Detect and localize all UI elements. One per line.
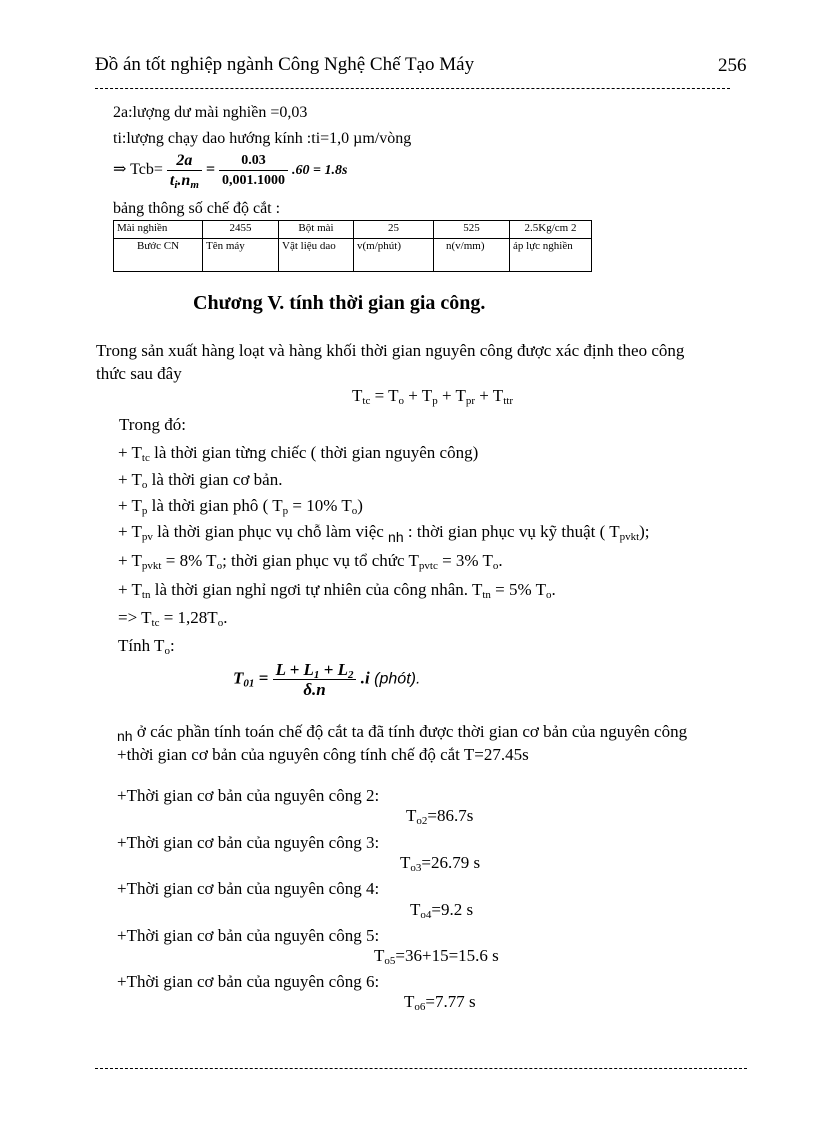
definition-item	[118, 443, 478, 463]
op-t: T	[410, 900, 421, 919]
fraction-1-denominator	[167, 171, 202, 190]
op-t: T	[400, 853, 411, 872]
table-caption: bảng thông số chế độ cắt :	[113, 200, 281, 217]
op-val: =9.2 s	[431, 900, 474, 919]
calc-nh: nh	[117, 728, 133, 744]
table-cell: Vật liệu dao	[279, 239, 354, 272]
op-value	[406, 806, 473, 826]
intro-line-2: ti:lượng chạy dao hướng kính :ti=1,0 µm/vòng	[113, 130, 412, 147]
i3-sub2: p	[282, 505, 289, 517]
f-c: + T	[404, 386, 433, 405]
table-cell: áp lực nghiền	[510, 239, 592, 272]
table-row	[114, 239, 592, 272]
calc-line-2: +thời gian cơ bản của nguyên công tính chế độ cắt T=27.45s	[117, 745, 529, 764]
i3-sub3: o	[351, 505, 358, 517]
i4-post: : thời gian phục vụ kỹ thuật ( T	[403, 522, 620, 541]
op-sub: o6	[414, 1001, 426, 1013]
i6-sub2: tn	[482, 589, 491, 601]
op-sub: o2	[416, 815, 428, 827]
table-cell: n(v/mm)	[434, 239, 510, 272]
op-sub: o5	[384, 955, 396, 967]
i5-pre: + T	[118, 551, 142, 570]
i4-nh: nh	[388, 529, 404, 545]
table-cell: 2.5Kg/cm 2	[510, 221, 592, 239]
i6-pre: + T	[118, 580, 142, 599]
i1-sub: tc	[141, 452, 150, 464]
definition-item	[118, 522, 650, 545]
op-val: =36+15=15.6 s	[395, 946, 499, 965]
i5-sub4: o	[492, 560, 499, 572]
tcb-lhs: Tcb=	[130, 161, 163, 179]
op-value	[410, 900, 473, 920]
table-cell: Mài nghiền	[114, 221, 203, 239]
chapter-title: Chương V. tính thời gian gia công.	[193, 292, 486, 314]
calc-line-1	[117, 722, 687, 742]
to-num-sub1: 1	[313, 669, 320, 681]
i5-post: = 3% T	[437, 551, 493, 570]
i4-end: );	[639, 522, 650, 541]
i7-sub2: o	[217, 617, 224, 629]
definition-item	[118, 551, 503, 571]
i8-sub: o	[164, 645, 170, 657]
i6-mid: là thời gian nghỉ ngơi tự nhiên của công nhân. T	[150, 580, 483, 599]
i3-sub: p	[141, 505, 148, 517]
op-label: +Thời gian cơ bản của nguyên công 4:	[117, 879, 380, 898]
i7-post: = 1,28T	[159, 608, 218, 627]
to-unit: (phót).	[369, 670, 421, 688]
table-cell: Tên máy	[203, 239, 279, 272]
i5-sub: pvkt	[141, 560, 162, 572]
to-num-mid: + L	[319, 660, 348, 679]
i4-pre: + T	[118, 522, 142, 541]
definition-item	[118, 496, 363, 516]
to-denominator: δ.n	[303, 680, 326, 699]
i2-post: là thời gian cơ bản.	[147, 470, 283, 489]
f-d-sub: pr	[465, 395, 476, 407]
to-tail: .i	[360, 668, 370, 688]
f-a: T	[352, 386, 363, 405]
to-num-sub2: 2	[347, 669, 354, 681]
calc-l1-text: ở các phần tính toán chế độ cắt ta đã tính được thời gian cơ bản của nguyên công	[132, 722, 688, 741]
fraction-2	[219, 151, 288, 190]
op-label: +Thời gian cơ bản của nguyên công 5:	[117, 926, 380, 945]
definition-item	[118, 580, 556, 600]
table-cell: v(m/phút)	[354, 239, 434, 272]
page-number: 256	[718, 55, 747, 76]
op-val: =7.77 s	[425, 992, 476, 1011]
where-label: Trong đó:	[119, 415, 186, 434]
f-b-sub: o	[398, 395, 405, 407]
i3-mid: là thời gian phô ( T	[147, 496, 283, 515]
op-t: T	[406, 806, 417, 825]
to-fraction	[273, 660, 357, 699]
op-t: T	[374, 946, 385, 965]
i4-sub2: pvkt	[619, 531, 640, 543]
i6-end: .	[551, 580, 556, 599]
i8-end: :	[169, 636, 175, 655]
to-formula	[233, 660, 420, 699]
i3-post: = 10% T	[288, 496, 352, 515]
i6-sub3: o	[546, 589, 552, 601]
header-divider	[95, 88, 730, 89]
intro-line-1: 2a:lượng dư mài nghiền =0,03	[113, 104, 308, 121]
table-cell: Bột mài	[279, 221, 354, 239]
i2-pre: + T	[118, 470, 142, 489]
den-n: .n	[177, 172, 191, 189]
op-value	[374, 946, 499, 966]
i1-pre: + T	[118, 443, 142, 462]
i5-mid: = 8% T	[161, 551, 217, 570]
definition-item	[118, 608, 227, 628]
den-t: t	[169, 172, 175, 189]
fraction-2-numerator: 0.03	[219, 151, 288, 171]
i2-sub: o	[141, 479, 148, 491]
fraction-1-numerator: 2a	[167, 151, 202, 171]
op-value	[404, 992, 476, 1012]
to-num-a: L + L	[275, 660, 314, 679]
table-cell: 525	[434, 221, 510, 239]
i5-end: .	[498, 551, 503, 570]
op-val: =86.7s	[427, 806, 474, 825]
i5-mid2: ; thời gian phục vụ tổ chức T	[222, 551, 419, 570]
to-lhs: T	[233, 668, 244, 688]
i6-sub: tn	[141, 589, 151, 601]
to-lhs-sub: 01	[243, 677, 255, 690]
den-i: i	[174, 179, 178, 191]
op-label: +Thời gian cơ bản của nguyên công 3:	[117, 833, 380, 852]
tcb-formula	[113, 151, 347, 190]
to-eq: =	[254, 668, 273, 688]
main-time-formula	[352, 386, 513, 406]
i6-post: = 5% T	[490, 580, 546, 599]
i5-sub3: pvtc	[418, 560, 438, 572]
op-value	[400, 853, 480, 873]
i7-pre: => T	[118, 608, 152, 627]
definition-item	[118, 470, 282, 490]
definition-item	[118, 636, 175, 656]
i4-mid: là thời gian phục vụ chỗ làm việc	[152, 522, 384, 541]
f-a-sub: tc	[362, 395, 371, 407]
f-e-sub: ttr	[503, 395, 513, 407]
implies-arrow: ⇒	[113, 161, 127, 179]
den-m: m	[190, 179, 199, 191]
i1-post: là thời gian từng chiếc ( thời gian nguyên công)	[149, 443, 479, 462]
document-header-title: Đồ án tốt nghiệp ngành Công Nghệ Chế Tạo Máy	[95, 54, 475, 75]
i7-sub: tc	[151, 617, 160, 629]
to-numerator	[273, 660, 357, 680]
cutting-parameters-table	[113, 220, 592, 272]
i5-sub2: o	[216, 560, 223, 572]
table-row	[114, 221, 592, 239]
table-cell: Bước CN	[114, 239, 203, 272]
fraction-1	[167, 151, 202, 190]
i3-pre: + T	[118, 496, 142, 515]
tcb-result: .60 = 1.8s	[292, 163, 348, 179]
table-cell: 25	[354, 221, 434, 239]
f-d: + T	[437, 386, 466, 405]
i3-end: )	[357, 496, 363, 515]
op-label: +Thời gian cơ bản của nguyên công 2:	[117, 786, 380, 805]
footer-divider	[95, 1068, 747, 1069]
paragraph-line-2: thức sau đây	[96, 364, 182, 383]
f-b: = T	[370, 386, 399, 405]
op-sub: o4	[420, 909, 432, 921]
op-val: =26.79 s	[421, 853, 481, 872]
i7-end: .	[223, 608, 228, 627]
op-label: +Thời gian cơ bản của nguyên công 6:	[117, 972, 380, 991]
op-sub: o3	[410, 862, 422, 874]
table-cell: 2455	[203, 221, 279, 239]
paragraph-line-1: Trong sản xuất hàng loạt và hàng khối thời gian nguyên công được xác định theo công	[96, 341, 685, 360]
f-e: + T	[475, 386, 504, 405]
op-t: T	[404, 992, 415, 1011]
f-c-sub: p	[432, 395, 438, 407]
equals-sign: =	[205, 161, 216, 179]
fraction-2-denominator: 0,001.1000	[222, 173, 286, 188]
i4-sub: pv	[141, 531, 153, 543]
i8-pre: Tính T	[118, 636, 165, 655]
